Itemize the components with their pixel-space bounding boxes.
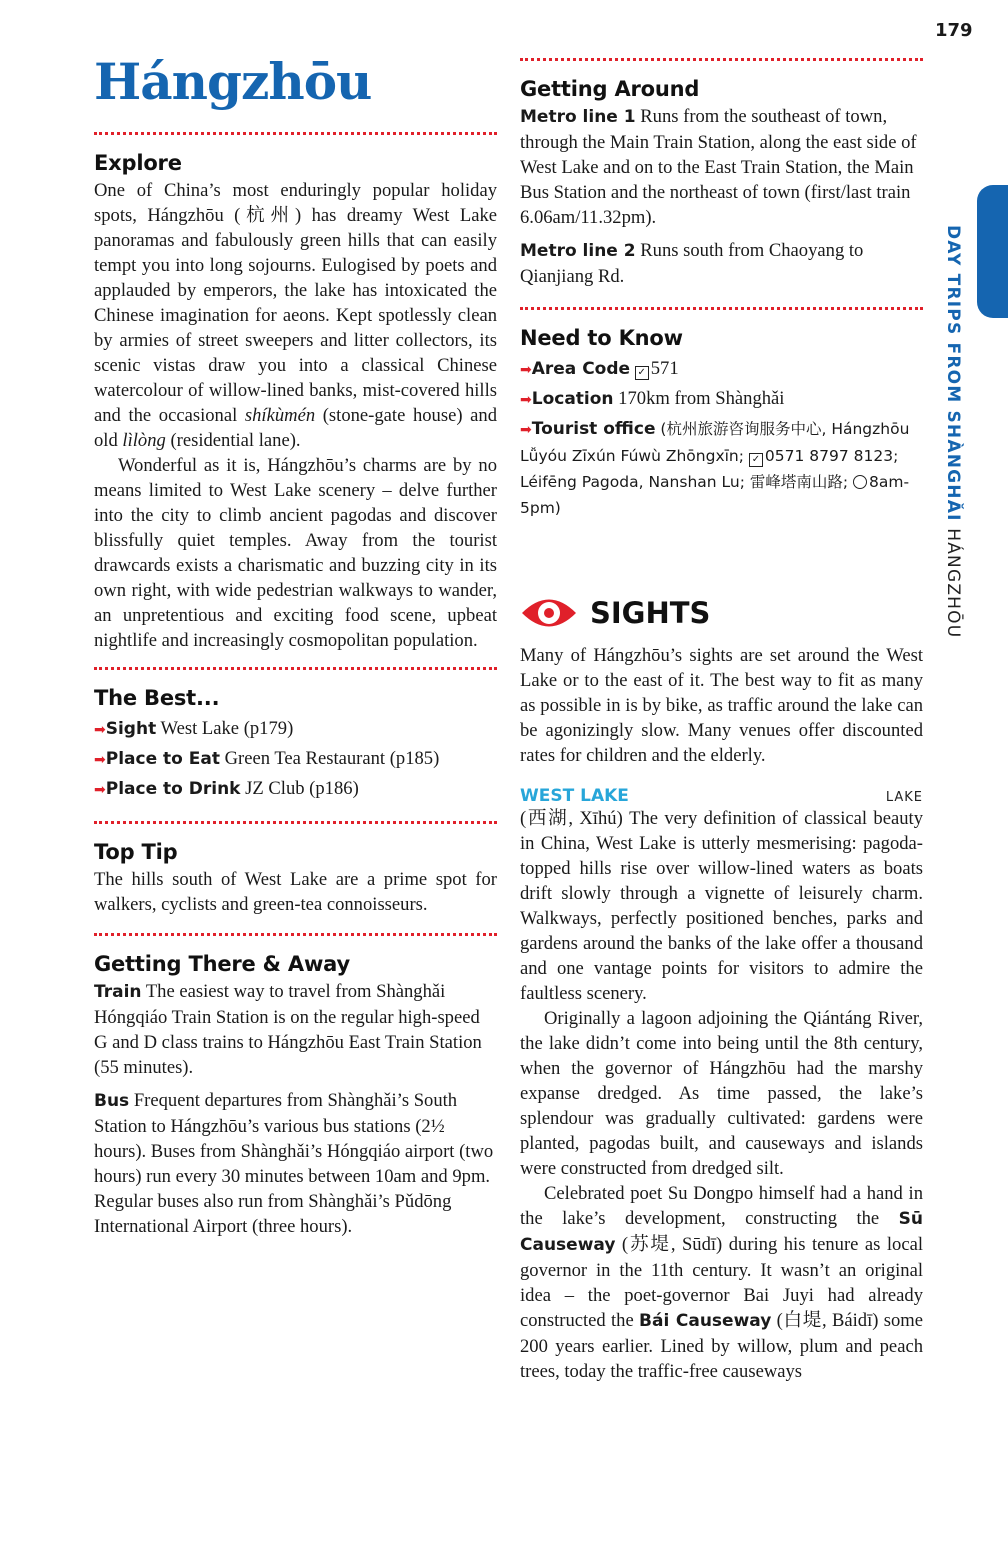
item-label: Place to Drink bbox=[105, 779, 241, 799]
bold-term: Bái Causeway bbox=[639, 1311, 772, 1331]
italic-term: shíkùmén bbox=[244, 405, 316, 426]
phone-icon: ✓ bbox=[749, 453, 763, 467]
location-item bbox=[520, 386, 923, 413]
divider bbox=[94, 821, 497, 825]
divider bbox=[94, 667, 497, 671]
section-name: DAY TRIPS FROM SHÀNGHǍI bbox=[943, 225, 963, 522]
right-column bbox=[520, 50, 923, 1384]
top-tip-heading: Top Tip bbox=[94, 840, 178, 864]
opening-hours: 8am-5pm) bbox=[520, 473, 910, 517]
item-text: (杭州旅游咨询服务中心, Hángzhōu Lǚyóu Zīxún Fúwù Zhōngxīn; bbox=[520, 420, 910, 465]
item-label: Bus bbox=[94, 1091, 130, 1111]
area-code-item bbox=[520, 356, 923, 383]
item-text: 170km from Shànghǎi bbox=[613, 388, 785, 409]
item-text: The easiest way to travel from Shànghǎi Hóngqiáo Train Station is on the regular high-speed G and D class trains to Hángzhōu East Train Station (55 minutes). bbox=[94, 981, 482, 1078]
sights-heading: SIGHTS bbox=[590, 596, 711, 630]
best-heading: The Best... bbox=[94, 686, 220, 710]
tourist-office-item bbox=[520, 416, 923, 521]
italic-term: lìlòng bbox=[122, 430, 166, 451]
arrow-icon: ➡ bbox=[94, 722, 106, 738]
bold-term: Sū Causeway bbox=[520, 1209, 923, 1255]
item-text: Runs south from Chaoyang to Qianjiang Rd. bbox=[520, 240, 864, 287]
best-item bbox=[94, 776, 497, 803]
arrow-icon: ➡ bbox=[520, 362, 532, 378]
text: Celebrated poet Su Dongpo himself had a hand in the lake’s development, constructing the bbox=[520, 1183, 923, 1229]
item-text: 571 bbox=[650, 358, 679, 379]
item-label: Area Code bbox=[531, 359, 631, 379]
phone-number: 0571 8797 8123 bbox=[764, 447, 894, 465]
divider bbox=[94, 933, 497, 937]
phone-icon: ✓ bbox=[635, 366, 649, 380]
clock-icon bbox=[853, 475, 867, 489]
listing-paragraph bbox=[520, 1181, 923, 1384]
best-item bbox=[94, 746, 497, 773]
divider bbox=[94, 132, 497, 136]
transport-item bbox=[520, 238, 923, 289]
divider bbox=[520, 58, 923, 62]
transport-item bbox=[94, 1088, 497, 1239]
getting-there-heading: Getting There & Away bbox=[94, 952, 350, 976]
item-text: JZ Club (p186) bbox=[240, 778, 359, 799]
listing-paragraph: (西湖, Xīhú) The very definition of classical beauty in China, West Lake is utterly mesmerising: pagoda-topped hills rise over willow-lined waters as boats drift slowly through a vignette of leisurely charm. Walkways, perfectly positioned benches, parks and gardens around the banks of the lake offer a thousand and one vantage points for visitors to admire the faultless scenery. bbox=[520, 808, 923, 1004]
arrow-icon: ➡ bbox=[94, 752, 106, 768]
need-to-know-heading: Need to Know bbox=[520, 326, 683, 350]
top-tip-text: The hills south of West Lake are a prime spot for walkers, cyclists and green-tea connoisseurs. bbox=[94, 869, 497, 915]
chapter-name: HÁNGZHŌU bbox=[943, 528, 963, 639]
text: (苏堤, Sūdī) during his tenure as local governor in the 11th century. It wasn’t an original idea – the poet-governor Bai Juyi had already constructed the bbox=[520, 1234, 923, 1331]
item-text: Runs from the southeast of town, through the Main Train Station, along the east side of West Lake and on to the East Train Station, the Main Bus Station and the northeast of town (first/last train 6.06am/11.32pm). bbox=[520, 106, 917, 228]
arrow-icon: ➡ bbox=[520, 392, 532, 408]
left-column bbox=[94, 50, 497, 1239]
arrow-icon: ➡ bbox=[520, 422, 532, 438]
arrow-icon: ➡ bbox=[94, 782, 106, 798]
sights-intro: Many of Hángzhōu’s sights are set around the West Lake or to the east of it. The best way to fit as many as possible in is by bike, as traffic around the lake can be agonizingly slow. Many venues offer discounted rates for children and the elderly. bbox=[520, 645, 923, 766]
eye-icon bbox=[520, 594, 578, 632]
listing-header bbox=[520, 786, 923, 806]
text: (stone-gate house) and old bbox=[94, 405, 497, 451]
best-item bbox=[94, 716, 497, 743]
page-title: Hángzhōu bbox=[94, 52, 372, 111]
item-text: West Lake (p179) bbox=[156, 718, 294, 739]
listing-paragraph: Originally a lagoon adjoining the Qiántáng River, the lake didn’t come into being until the 8th century, when the governor of Hángzhōu had the marshy expanse dredged. As time passed, the lake’s splendour was gradually cultivated: gardens were planted, pagodas built, and causeways and islands were constructed from dredged silt. bbox=[520, 1008, 923, 1179]
getting-around-heading: Getting Around bbox=[520, 77, 700, 101]
text: (白堤, Báidī) some 200 years earlier. Lined by willow, plum and peach trees, today the traffic-free causeways bbox=[520, 1310, 924, 1382]
chapter-tab bbox=[977, 185, 1008, 318]
transport-item bbox=[94, 979, 497, 1080]
listing-type: LAKE bbox=[885, 790, 923, 805]
item-text: Green Tea Restaurant (p185) bbox=[219, 748, 440, 769]
explore-paragraph bbox=[94, 178, 497, 453]
item-label: Metro line 2 bbox=[520, 241, 636, 261]
divider bbox=[520, 307, 923, 311]
explore-heading: Explore bbox=[94, 151, 182, 175]
listing-name[interactable]: WEST LAKE bbox=[520, 786, 629, 806]
transport-item bbox=[520, 104, 923, 230]
sights-header bbox=[520, 591, 923, 635]
item-text: ; Léifēng Pagoda, Nanshan Lu; 雷峰塔南山路; bbox=[520, 447, 899, 491]
item-label: Tourist office bbox=[531, 419, 656, 439]
item-label: Location bbox=[531, 389, 614, 409]
item-label: Sight bbox=[105, 719, 157, 739]
item-label: Metro line 1 bbox=[520, 107, 636, 127]
item-text: Frequent departures from Shànghǎi’s South Station to Hángzhōu’s various bus stations (2½ hours). Buses from Shànghǎi’s Hóngqiáo airport (two hours) run every 30 minutes between 10am and 9pm. Regular buses also run from Shànghǎi’s Pǔdōng International Airport (three hours). bbox=[94, 1090, 494, 1237]
text: One of China’s most enduringly popular holiday spots, Hángzhōu (杭州) has dreamy West Lake panoramas and fabulously green hills that can easily tempt you into long sojourns. Eulogised by poets and applauded by emperors, the lake has intoxicated the Chinese imagination for aeons. Kept spotlessly clean by armies of street sweepers and litter collectors, its scenic vistas draw you into a classical Chinese watercolour of willow-lined banks, mist-covered hills and the occasional bbox=[94, 180, 497, 426]
text: (residential lane). bbox=[165, 430, 301, 451]
explore-paragraph: Wonderful as it is, Hángzhōu’s charms are by no means limited to West Lake scenery – delve further into the city to climb ancient pagodas and discover blissfully quiet temples. Away from the tourist drawcards exists a charismatic and buzzing city in its own right, with wide pedestrian walkways to wander, an unpretentious and exciting food scene, upbeat nightlife and increasingly cosmopolitan population. bbox=[94, 455, 497, 651]
running-header bbox=[943, 225, 963, 638]
item-label: Place to Eat bbox=[105, 749, 220, 769]
item-label: Train bbox=[94, 982, 142, 1002]
page-number: 179 bbox=[935, 20, 973, 41]
